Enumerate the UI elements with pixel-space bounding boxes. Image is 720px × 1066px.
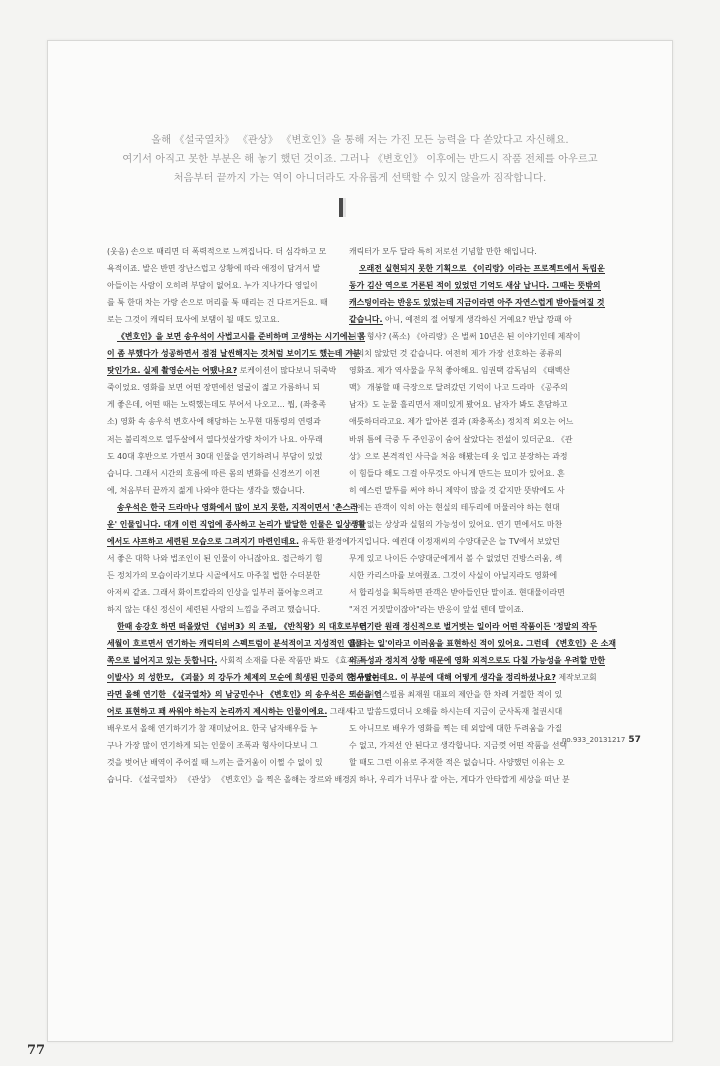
answer-text: 극에는 관객이 익히 아는 현실의 테두리에 머물러야 하는 현대 bbox=[349, 502, 560, 512]
text-line bbox=[107, 362, 351, 379]
text-line bbox=[349, 379, 593, 396]
question-text: 이발사》의 성한모, 《괴물》의 강두가 체제의 모순에 희생된 민중의 한 사람이 bbox=[107, 673, 380, 683]
text-line bbox=[349, 294, 605, 311]
question-text: 를 타는 일'이라고 이러움을 표현하신 적이 있어요. 그런데 《변호인》은 소재 bbox=[349, 639, 616, 649]
text-line bbox=[107, 601, 351, 618]
text-line bbox=[349, 362, 593, 379]
answer-text: 가지입니다. 예컨대 이정재씨의 수양대군은 늘 TV에서 보았던 bbox=[349, 536, 560, 546]
text-line bbox=[107, 243, 351, 260]
answer-text: 구나 가장 많이 연기하게 되는 인물이 조폭과 형사이다보니 그 bbox=[107, 741, 318, 751]
text-line bbox=[107, 686, 382, 703]
answer-text: 여의치 않았던 것 같습니다. 여전히 제가 가장 선호하는 종류의 bbox=[349, 349, 563, 359]
text-line bbox=[349, 669, 597, 686]
answer-text: 로는 그것이 캐릭터 묘사에 보탬이 될 때도 있고요. bbox=[107, 315, 280, 325]
answer-text: 이 힘들다 해도 그걸 아무것도 아니게 만드는 묘미가 있어요. 흔 bbox=[349, 468, 565, 478]
answer-text: 직 하나, 우리가 너무나 잘 아는, 게다가 안타깝게 세상을 떠난 분 bbox=[349, 775, 570, 785]
answer-text: 도 아니므로 배우가 영화를 찍는 데 외압에 대한 두려움을 가질 bbox=[349, 724, 563, 734]
text-line bbox=[107, 396, 351, 413]
text-line bbox=[349, 703, 593, 720]
text-line bbox=[349, 482, 593, 499]
answer-text: 배우로서 올해 연기하기가 참 재미났어요. 한국 남자배우들 누 bbox=[107, 724, 318, 734]
question-text: 이 좀 부했다가 성공하면서 점점 날씬해지는 것처럼 보이기도 했는데 기분 bbox=[107, 349, 361, 359]
answer-text: (웃음) 손으로 때리면 더 폭력적으로 느껴집니다. 더 심각하고 모 bbox=[107, 247, 327, 256]
text-line bbox=[349, 311, 593, 328]
text-line bbox=[349, 277, 601, 294]
answer-text: 애틋하더라고요. 제가 알아본 결과 (좌충폭소) 정치적 외오는 어느 bbox=[349, 417, 574, 427]
answer-text: 것을 벗어난 배역이 주어질 때 느끼는 즐거움이 이쩔 수 없이 있 bbox=[107, 758, 323, 768]
question-text: 《변호인》을 보면 송우석이 사법고시를 준비하며 고생하는 시기에는 몸 bbox=[117, 332, 366, 342]
text-line bbox=[349, 431, 593, 448]
text-line bbox=[107, 499, 358, 516]
answer-text: 서 좋은 대학 나와 법조인이 된 인물이 아니잖아요. 접근하기 힘 bbox=[107, 553, 323, 563]
question-text: 경우였는데요. 이 부분에 대해 어떻게 생각을 정리하셨나요? bbox=[349, 673, 556, 683]
answer-text: 맥》 개봉할 때 극장으로 달려갔던 기억이 나고 드라마 《공주의 bbox=[349, 383, 568, 393]
text-line bbox=[107, 277, 351, 294]
answer-text: 제작보고회 bbox=[556, 673, 597, 683]
text-line bbox=[349, 345, 593, 362]
question-text: 동가 김산 역으로 거론된 적이 있었던 기억도 새삼 납니다. 그때는 뜻밖의 bbox=[349, 281, 601, 291]
answer-text: 에서 위더스필름 최재원 대표의 제안을 한 차례 거절한 적이 있 bbox=[349, 690, 563, 700]
answer-text: 아저씨 같죠. 그래서 화이트칼라의 인상을 일부러 풀어놓으려고 bbox=[107, 587, 323, 597]
text-line bbox=[349, 550, 593, 567]
answer-text: 시한 카리스마를 보여줬죠. 그것이 사실이 아닐지라도 영화에 bbox=[349, 570, 558, 580]
question-text: 라면 올해 연기한 《설국열차》의 남궁민수나 《변호인》의 송우석은 모순을 언 bbox=[107, 690, 382, 700]
text-line bbox=[349, 499, 593, 516]
pull-quote bbox=[60, 131, 660, 188]
issue-info: no.933_20131217 bbox=[562, 736, 626, 744]
answer-text: 캐릭터가 모두 달라 특히 저로선 기념할 만한 해입니다. bbox=[349, 247, 537, 256]
answer-text: 니면 형사? (폭소) 《아리랑》은 벌써 10년은 된 이야기인데 제작이 bbox=[349, 332, 581, 342]
text-line bbox=[349, 260, 605, 277]
pull-quote-line: 여기서 아직고 못한 부분은 해 놓기 했던 것이죠. 그러나 《변호인》 이후에는 반드시 작품 전체를 아우르고 bbox=[122, 154, 598, 165]
text-line bbox=[107, 567, 351, 584]
text-line bbox=[107, 720, 351, 737]
answer-text: 상》으로 본격적인 사극을 처음 해봤는데 옷 입고 분장하는 과정 bbox=[349, 451, 568, 461]
text-line bbox=[107, 413, 351, 430]
text-line bbox=[107, 771, 351, 788]
answer-text: "저건 거짓말이잖아"라는 반응이 앞설 텐데 말이죠. bbox=[349, 604, 524, 614]
answer-text: 바위 틈에 극중 두 주인공이 숨어 살았다는 전설이 있더군요. 《관 bbox=[349, 434, 573, 444]
answer-text: 도 40대 후반으로 가면서 30대 인물을 연기하려니 부담이 있었 bbox=[107, 451, 323, 461]
text-line bbox=[349, 754, 593, 771]
question-text: 오래전 실현되지 못한 기획으로 《이리랑》이라는 프로젝트에서 독립운 bbox=[359, 264, 605, 274]
text-line bbox=[349, 720, 593, 737]
answer-text: 유독한 환경에 bbox=[299, 536, 350, 546]
answer-text: 저는 불리적으로 열두살에서 열다섯살가량 차이가 나요. 아무래 bbox=[107, 434, 323, 444]
pull-quote-line: 처음부터 끝까지 가는 역이 아니더라도 자유롭게 선택할 수 있지 않을까 짐작합니다. bbox=[173, 173, 547, 184]
text-line bbox=[107, 618, 367, 635]
text-line bbox=[349, 328, 593, 345]
text-line bbox=[107, 635, 363, 652]
answer-text: 영화죠. 제가 역사물을 무척 좋아해요. 임권택 감독님의 《태백산 bbox=[349, 366, 571, 376]
question-text: 쪽으로 넓어지고 있는 듯합니다. bbox=[107, 656, 218, 666]
text-line bbox=[107, 584, 351, 601]
text-line bbox=[349, 465, 593, 482]
answer-text: 히 예스런 말투를 써야 하니 제약이 많을 것 같지만 뜻밖에도 사 bbox=[349, 485, 565, 495]
text-line bbox=[107, 482, 351, 499]
question-text: 연기란 원래 정신적으로 벌거벗는 일이라 어떤 작품이든 '정말의 작두 bbox=[359, 622, 597, 632]
answer-text: 게 좋은데, 어떤 때는 노력했는데도 부어서 나오고… 뭡, (좌충족 bbox=[107, 400, 326, 410]
text-line bbox=[107, 431, 351, 448]
text-line bbox=[349, 686, 593, 703]
answer-text: 할 때도 그런 이유로 주저한 적은 없습니다. 사양했던 이유는 오 bbox=[349, 758, 565, 768]
text-line bbox=[107, 465, 351, 482]
answer-text: 아니, 예전의 절 어떻게 생각하신 거예요? 반납 깡패 아 bbox=[382, 315, 572, 325]
answer-text: 수 없고, 가져선 안 된다고 생각합니다. 지금껏 어떤 작품을 선택 bbox=[349, 741, 568, 751]
text-line bbox=[349, 584, 593, 601]
text-line bbox=[107, 345, 361, 362]
answer-text: 습니다. 그래서 시간의 흐름에 따른 몸의 변화를 신경쓰기 이전 bbox=[107, 468, 321, 478]
answer-text: 로케이션이 많다보니 뒤죽박 bbox=[237, 366, 337, 376]
text-line bbox=[349, 533, 593, 550]
section-divider-mark bbox=[339, 198, 343, 217]
text-line bbox=[349, 243, 593, 260]
text-line bbox=[107, 533, 351, 550]
answer-text: 욕적이죠. 발은 반면 장난스럽고 상황에 따라 애정이 담겨서 발 bbox=[107, 264, 321, 274]
text-line bbox=[107, 550, 351, 567]
question-text: 어로 표현하고 꽤 싸워야 하는지 논리까지 제시하는 인물이에요. bbox=[107, 707, 328, 717]
text-line bbox=[107, 260, 351, 277]
text-line bbox=[107, 294, 351, 311]
answer-text: 를 툭 한대 차는 가랑 손으로 머리를 툭 때리는 건 다르거든요. 때 bbox=[107, 298, 328, 308]
text-line bbox=[107, 737, 351, 754]
answer-text: 에, 처음부터 끝까지 젊게 나와야 한다는 생각을 했습니다. bbox=[107, 485, 305, 495]
answer-text: 무게 있고 나이든 수양대군에게서 볼 수 없었던 건방스러움, 섹 bbox=[349, 553, 563, 563]
answer-text: 든 정치가의 모습이라기보다 시골에서도 마주칠 법한 수더분한 bbox=[107, 570, 321, 580]
text-line bbox=[107, 328, 366, 345]
answer-text: 서 합리성을 획득하면 관객은 받아들인단 말이죠. 현대물이라면 bbox=[349, 587, 565, 597]
answer-text: 다고 말씀드렸더니 오해를 하시는데 지금이 군사독재 철권시대 bbox=[349, 707, 563, 717]
text-line bbox=[349, 448, 593, 465]
text-line bbox=[349, 413, 593, 430]
answer-text: 아들이는 사람이 오히려 부담이 없어요. 누가 지나가다 영일이 bbox=[107, 281, 318, 291]
text-line bbox=[107, 311, 351, 328]
text-line bbox=[349, 396, 593, 413]
text-line bbox=[349, 652, 606, 669]
text-line bbox=[107, 516, 366, 533]
question-text: 운' 인물입니다. 대개 이런 직업에 종사하고 논리가 발달한 인물은 일상생활 bbox=[107, 519, 366, 529]
answer-text: 습니다. 《설국열차》 《관상》 《변호인》을 찍은 올해는 장르와 배경, bbox=[107, 775, 353, 785]
question-text: 송우석은 한국 드라마나 영화에서 많이 보지 못한, 지적이면서 '촌스러 bbox=[117, 502, 358, 512]
answer-text: 사회적 소재를 다룬 작품만 봐도 《효자동 bbox=[217, 656, 363, 666]
answer-text: 그래서 bbox=[327, 707, 353, 717]
text-line bbox=[107, 652, 363, 669]
text-line bbox=[107, 669, 380, 686]
answer-text: 하지 않는 대신 정신이 세련된 사람의 느낌을 주려고 했습니다. bbox=[107, 604, 321, 614]
question-text: 캐스팅이라는 반응도 있었는데 지금이라면 아주 자연스럽게 받아들여질 것 bbox=[349, 298, 605, 308]
pull-quote-line: 올해 《설국열차》 《관상》 《변호인》을 통해 저는 가진 모든 능력을 다 쏟았다고 자신해요. bbox=[151, 135, 569, 146]
text-line bbox=[349, 771, 593, 788]
text-line bbox=[107, 448, 351, 465]
text-line bbox=[349, 635, 616, 652]
text-line bbox=[107, 379, 351, 396]
text-line bbox=[349, 567, 593, 584]
folio bbox=[562, 735, 641, 745]
question-text: 탓인가요. 실제 촬영순서는 어땠나요? bbox=[107, 366, 238, 376]
page-number: 77 bbox=[27, 1043, 46, 1058]
question-text: 한때 송강호 하면 떠올랐던 《넘버3》의 조필, 《반칙왕》의 대호로부터 bbox=[117, 622, 367, 632]
answer-text: 소) 영화 속 송우석 변호사에 해당하는 노무현 대통령의 연령과 bbox=[107, 417, 321, 427]
folio-page-number: 57 bbox=[628, 735, 641, 745]
question-text: 같습니다. bbox=[349, 315, 383, 325]
question-text: 의 특성과 정치적 상황 때문에 영화 외적으로도 다칠 가능성을 우려할 만한 bbox=[349, 656, 606, 666]
text-line bbox=[349, 618, 597, 635]
answer-text: 남자》도 눈물 흘리면서 재미있게 봤어요. 남자가 봐도 흔담하고 bbox=[349, 400, 568, 410]
text-line bbox=[349, 601, 593, 618]
text-line bbox=[107, 754, 351, 771]
answer-text: 극에 없는 상상과 실험의 가능성이 있어요. 연기 면에서도 마찬 bbox=[349, 519, 563, 529]
question-text: 에서도 샤프하고 세련된 모습으로 그려지기 마련인데요. bbox=[107, 536, 300, 546]
text-line bbox=[349, 516, 593, 533]
answer-text: 죽이었요. 영화를 보면 어떤 장면에선 얼굴이 젊고 가름하니 되 bbox=[107, 383, 321, 393]
text-line bbox=[349, 737, 593, 754]
text-line bbox=[107, 703, 351, 720]
question-text: 세월이 흐르면서 연기하는 캐릭터의 스펙트럼이 분석적이고 지성적인 인물 bbox=[107, 639, 363, 649]
